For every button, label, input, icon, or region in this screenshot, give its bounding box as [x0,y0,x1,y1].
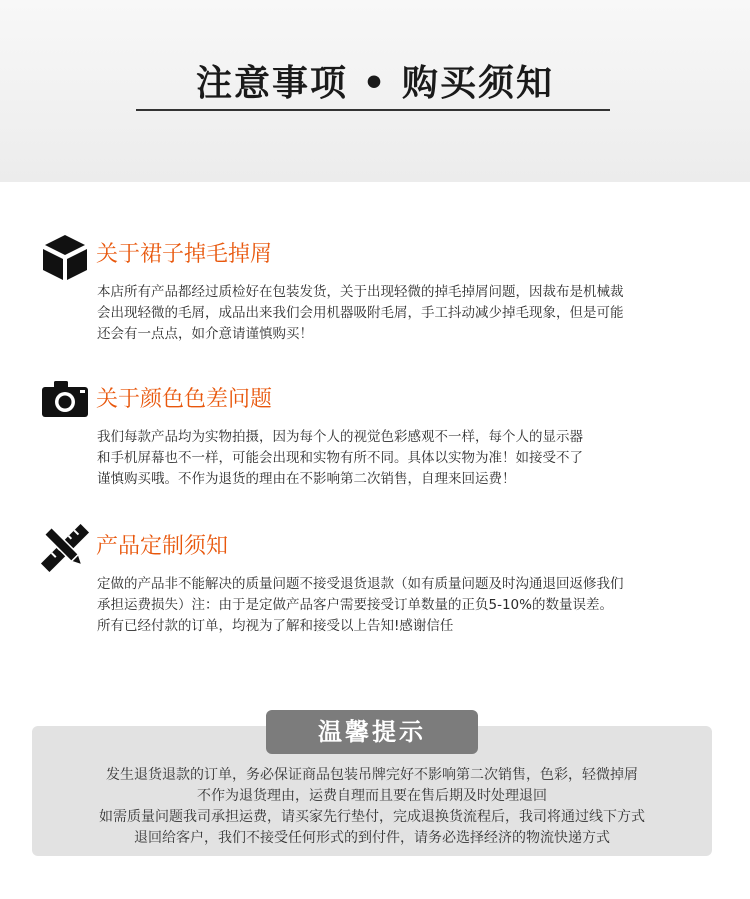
page-title: 注意事项 • 购买须知 [195,63,555,104]
notice-line: 退回给客户，我们不接受任何形式的到付件，请务必选择经济的物流快递方式 [134,830,610,846]
camera-icon [40,379,90,429]
header-banner [0,0,750,182]
section-line: 承担运费损失）注：由于是定做产品客户需要接受订单数量的正负5-10%的数量误差。 [97,597,613,613]
section-body [97,282,737,345]
section-line: 我们每款产品均为实物拍摄，因为每个人的视觉色彩感观不一样，每个人的显示器 [97,429,583,445]
section-line: 谨慎购买哦。不作为退货的理由在不影响第二次销售，自理来回运费！ [97,471,516,487]
pencil-ruler-icon [40,524,90,574]
section-title: 关于颜色色差问题 [96,387,273,412]
section-line: 本店所有产品都经过质检好在包装发货，关于出现轻微的掉毛掉屑问题，因裁布是机械裁 [97,284,624,300]
notice-body [32,765,712,849]
section-body [97,574,737,637]
section-line: 和手机屏幕也不一样，可能会出现和实物有所不同。具体以实物为准！如接受不了 [97,450,583,466]
section-body [97,427,737,490]
section-line: 所有已经付款的订单，均视为了解和接受以上告知!感谢信任 [97,618,454,634]
section-line: 定做的产品非不能解决的质量问题不接受退货退款（如有质量问题及时沟通退回返修我们 [97,576,624,592]
notice-line: 发生退货退款的订单，务必保证商品包装吊牌完好不影响第二次销售，色彩，轻微掉屑 [106,767,638,783]
section-title: 关于裙子掉毛掉屑 [96,242,273,267]
title-underline [136,109,610,111]
notice-line: 不作为退货理由，运费自理而且要在售后期及时处理退回 [197,788,547,804]
cube-icon [40,232,90,282]
notice-line: 如需质量问题我司承担运费，请买家先行垫付，完成退换货流程后，我司将通过线下方式 [99,809,645,825]
section-line: 还会有一点点，如介意请谨慎购买！ [97,326,313,342]
notice-title: 温馨提示 [266,710,478,754]
section-line: 会出现轻微的毛屑，成品出来我们会用机器吸附毛屑，手工抖动减少掉毛现象，但是可能 [97,305,624,321]
section-title: 产品定制须知 [96,534,229,559]
